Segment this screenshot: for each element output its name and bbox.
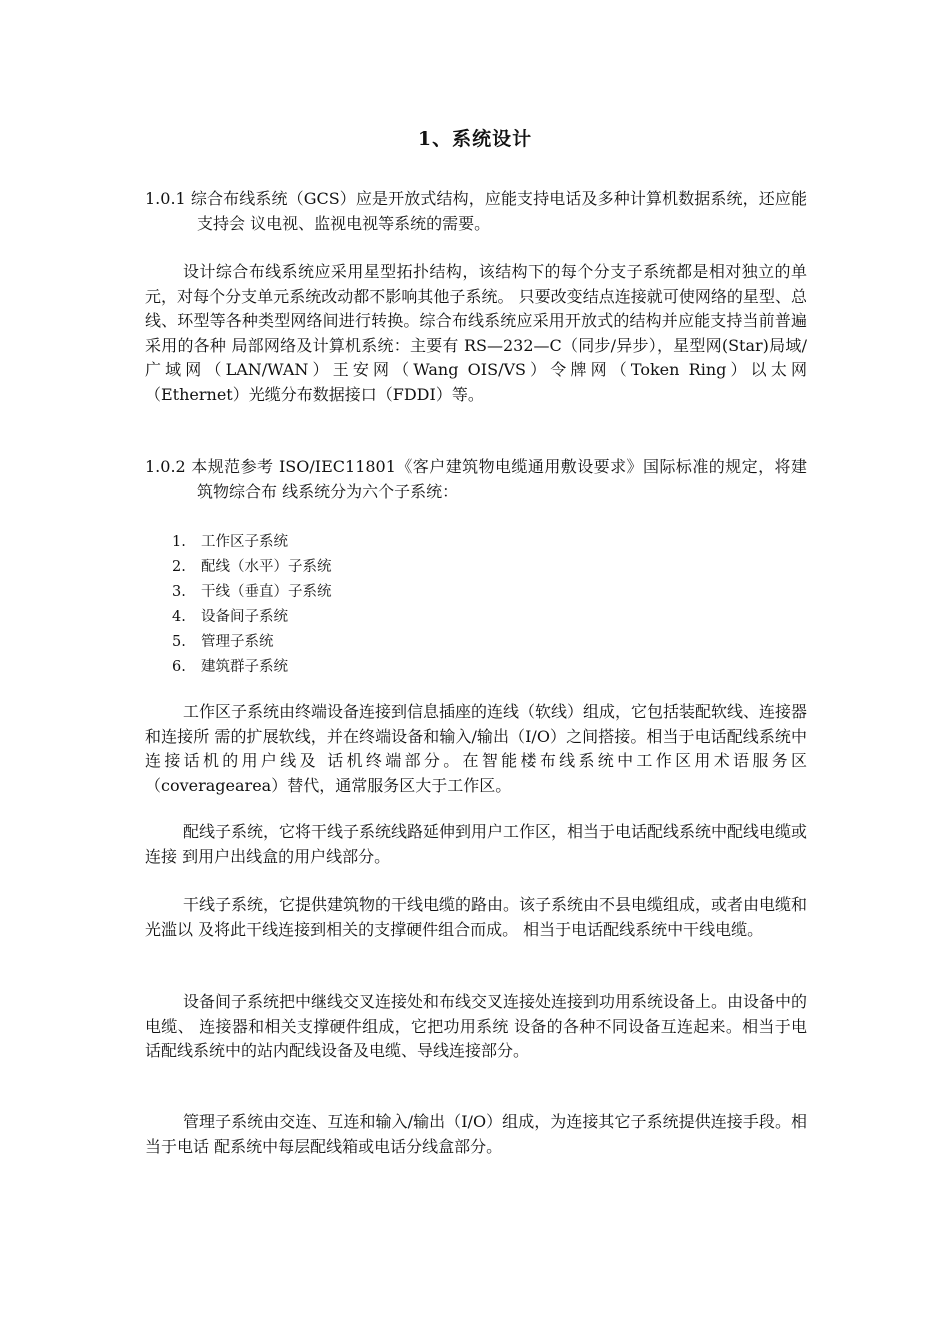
section-1-0-2-text bbox=[145, 455, 807, 504]
section-number: 1.0.1 bbox=[145, 189, 186, 208]
paragraph-equipment bbox=[145, 990, 807, 1064]
paragraph-text: 工作区子系统由终端设备连接到信息插座的连线（软线）组成，它包括装配软线、连接器和连接所 需的扩展软线，并在终端设备和输入/输出（I/O）之间搭接。相当于电话配线系统中连接话机的用户线及 话机终端部分。在智能楼布线系统中工作区用术语服务区（coveragearea）替代，通常服务区大于工作区。 bbox=[145, 702, 808, 795]
paragraph-horizontal bbox=[145, 820, 807, 869]
list-label: 设备间子系统 bbox=[201, 609, 288, 625]
section-body: 综合布线系统（GCS）应是开放式结构，应能支持电话及多种计算机数据系统，还应能支持会 议电视、监视电视等系统的需要。 bbox=[190, 189, 807, 233]
paragraph-backbone bbox=[145, 893, 807, 942]
list-number: 6. bbox=[172, 659, 186, 675]
page-title: 1、系统设计 bbox=[417, 128, 533, 150]
list-item bbox=[172, 530, 332, 555]
paragraph-design bbox=[145, 260, 807, 407]
section-number: 1.0.2 bbox=[145, 457, 186, 476]
paragraph-text: 管理子系统由交连、互连和输入/输出（I/O）组成，为连接其它子系统提供连接手段。相当于电话 配系统中每层配线箱或电话分线盒部分。 bbox=[145, 1112, 807, 1156]
list-label: 建筑群子系统 bbox=[201, 659, 288, 675]
paragraph-work-area bbox=[145, 700, 807, 798]
list-label: 干线（垂直）子系统 bbox=[201, 584, 332, 600]
list-item bbox=[172, 580, 332, 605]
list-number: 1. bbox=[172, 534, 186, 550]
section-1-0-1-text bbox=[145, 187, 807, 236]
list-label: 管理子系统 bbox=[201, 634, 274, 650]
section-body: 本规范参考 ISO/IEC11801《客户建筑物电缆通用敷设要求》国际标准的规定，将建筑物综合布 线系统分为六个子系统： bbox=[191, 457, 807, 501]
subsystem-list bbox=[172, 530, 332, 680]
paragraph-text: 设备间子系统把中继线交叉连接处和布线交叉连接处连接到功用系统设备上。由设备中的电缆、 连接器和相关支撑硬件组成，它把功用系统 设备的各种不同设备互连起来。相当于电话配线系统中的站内配线设备及电缆、导线连接部分。 bbox=[145, 992, 808, 1060]
list-item bbox=[172, 605, 332, 630]
list-number: 2. bbox=[172, 559, 186, 575]
paragraph-admin bbox=[145, 1110, 807, 1159]
list-number: 4. bbox=[172, 609, 186, 625]
section-1-0-1 bbox=[145, 187, 807, 236]
paragraph-text: 设计综合布线系统应采用星型拓扑结构，该结构下的每个分支子系统都是相对独立的单元，对每个分支单元系统改动都不影响其他子系统。 只要改变结点连接就可使网络的星型、总线、环型等各种类型网络间进行转换。综合布线系统应采用开放式的结构并应能支持当前普遍采用的各种 局部网络及计算机系统：主要有 RS—232—C（同步/异步），星型网(Star)局域/广域网（LAN/WAN）王安网（Wang OIS/VS）令牌网（Token Ring）以太网（Ethernet）光缆分布数据接口（FDDI）等。 bbox=[145, 262, 807, 404]
list-item bbox=[172, 655, 332, 680]
list-label: 配线（水平）子系统 bbox=[201, 559, 332, 575]
list-number: 3. bbox=[172, 584, 186, 600]
list-item bbox=[172, 630, 332, 655]
paragraph-text: 干线子系统，它提供建筑物的干线电缆的路由。该子系统由不县电缆组成，或者由电缆和光滥以 及将此干线连接到相关的支撑硬件组合而成。 相当于电话配线系统中干线电缆。 bbox=[145, 895, 808, 939]
list-item bbox=[172, 555, 332, 580]
list-label: 工作区子系统 bbox=[201, 534, 288, 550]
section-1-0-2 bbox=[145, 455, 807, 504]
paragraph-text: 配线子系统，它将干线子系统线路延伸到用户工作区，相当于电话配线系统中配线电缆或连接 到用户出线盒的用户线部分。 bbox=[145, 822, 808, 866]
list-number: 5. bbox=[172, 634, 186, 650]
